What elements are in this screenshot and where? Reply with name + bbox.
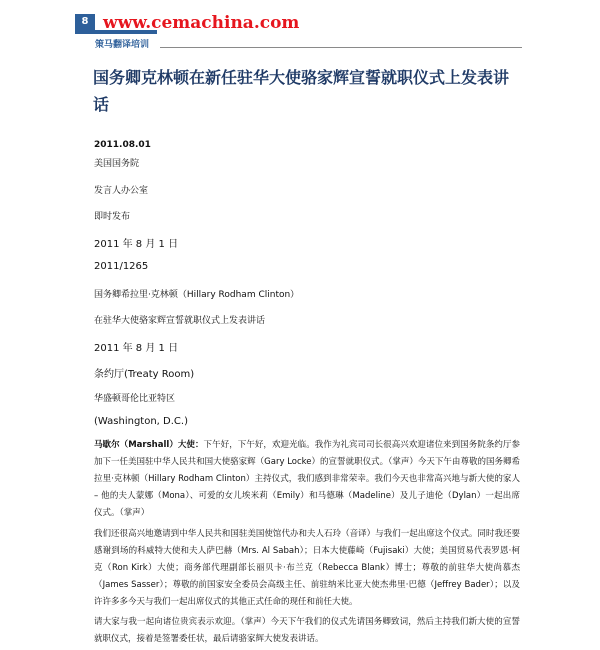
date-cn-1: 2011 年 8 月 1 日 (94, 239, 179, 250)
speaker: 国务卿希拉里·克林顿（Hillary Rodham Clinton） (94, 290, 300, 300)
paragraph-2: 我们还很高兴地邀请到中华人民共和国驻美国使馆代办和夫人石玲（音译）与我们一起出席这个仪式。同时我还要感谢到场的科威特大使和夫人萨巴赫（Mrs. Al Sabah）；日本大使藤崎（Fujisaki）大使；美国贸易代表罗恩·柯克（Ron Kirk）大使；商务部代理副部长丽贝卡·布兰克（Rebecca Blank）博士；尊敬的前驻华大使尚慕杰（James Sasser）；尊敬的前国家安全委员会高级主任、前驻纳米比亚大使杰弗里·巴德（Jeffrey Bader）；以及许许多多今天与我们一起出席仪式的其他正式任命的现任和前任大使。 (94, 529, 520, 607)
document-title: 国务卿克林顿在新任驻华大使骆家辉宣誓就职仪式上发表讲话 (93, 68, 510, 114)
paragraph-1-speaker: 马歇尔（Marshall）大使： (94, 440, 204, 450)
sub-brand: 策马翻译培训 (95, 40, 150, 50)
page-header (0, 0, 600, 50)
city: 华盛顿哥伦比亚特区 (94, 394, 176, 404)
paragraph-1 (94, 437, 520, 522)
paragraph-3: 请大家与我一起向诸位贵宾表示欢迎。（掌声）今天下午我们的仪式先请国务卿致词，然后主持我们新大使的宣誓就职仪式，接着是签署委任状，最后请骆家辉大使发表讲话。 (94, 617, 520, 644)
release-number: 2011/1265 (94, 261, 149, 272)
date-bold: 2011.08.01 (94, 140, 151, 150)
paragraph-1-text: 下午好，下午好，欢迎光临。我作为礼宾司司长很高兴欢迎诸位来到国务院条约厅参加下一任美国驻中华人民共和国大使骆家辉（Gary Locke）的宣誓就职仪式。（掌声）今天下午由尊敬的国务卿希拉里·克林顿（Hillary Rodham Clinton）主持仪式，我们感到非常荣幸。我们今天也非常高兴地与新大使的家人 – 他的夫人蒙娜（Mona）、可爱的女儿埃米莉（Emily）和马德琳（Madeline）及儿子迪伦（Dylan）一起出席仪式。（掌声） (94, 440, 520, 518)
city-en: (Washington, D.C.) (94, 416, 188, 427)
page-number: 8 (75, 14, 95, 30)
occasion: 在驻华大使骆家辉宣誓就职仪式上发表讲话 (94, 316, 266, 326)
office: 发言人办公室 (94, 186, 149, 196)
header-rule (160, 47, 522, 48)
department: 美国国务院 (94, 159, 140, 169)
room: 条约厅(Treaty Room) (94, 369, 195, 380)
release-note: 即时发布 (94, 212, 131, 222)
date-cn-2: 2011 年 8 月 1 日 (94, 343, 179, 354)
site-url[interactable]: www.cemachina.com (103, 13, 300, 33)
